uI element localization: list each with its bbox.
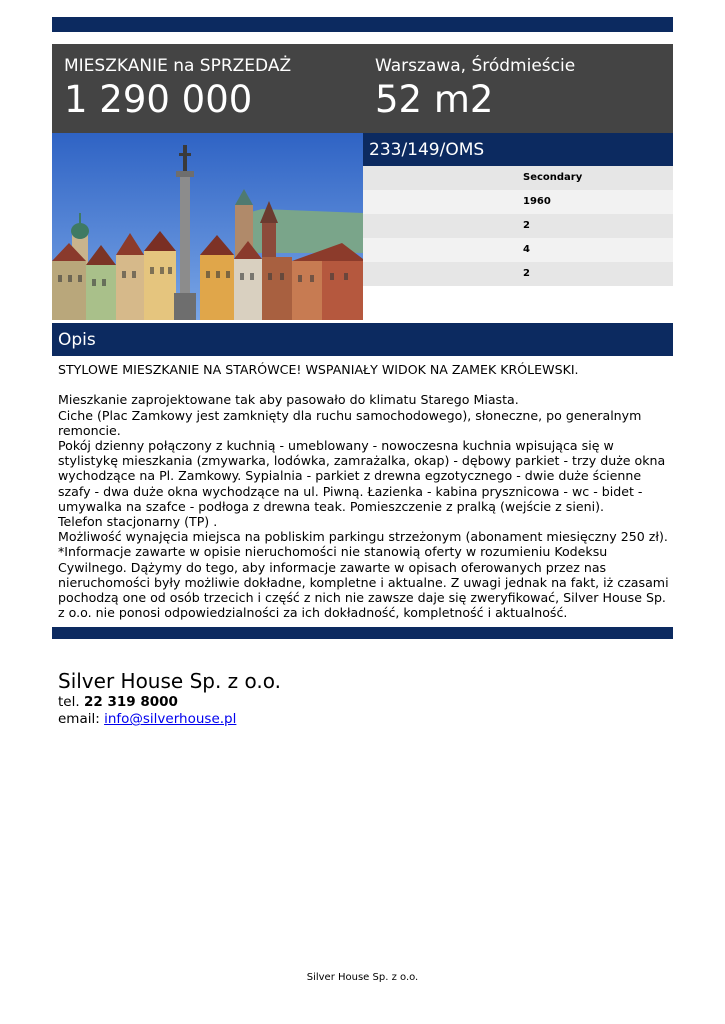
bottom-banner-bar xyxy=(52,627,673,639)
description-line: Pokój dzienny połączony z kuchnią - umeblowany - nowoczesna kuchnia wpisująca się w stylistykę mieszkania (zmywarka, lodówka, zamrażalka, okap) - dębowy parkiet - trzy duże okna wychodzące na Pl. Zamkowy. Sypialnia - parkiet z drewna egzotycznego - dwie duże ścienne szafy - dwa duże okna wychodzące na ul. Piwną. Łazienka - kabina prysznicowa - wc - bidet - umywalka na szafce - podłoga z drewna teak. Pomieszczenie z pralką (wejście z sieni). xyxy=(58,438,666,514)
detail-value: 4 xyxy=(523,244,530,255)
phone-number: 22 319 8000 xyxy=(83,694,178,710)
listing-price: 1 290 000 xyxy=(64,78,253,121)
agency-contact xyxy=(58,668,281,728)
detail-row xyxy=(363,166,673,190)
listing-location: Warszawa, Śródmieście xyxy=(375,56,576,76)
phone-label: tel. xyxy=(58,694,80,710)
detail-row xyxy=(363,214,673,238)
description-line: Ciche (Plac Zamkowy jest zamknięty dla ruchu samochodowego), słoneczne, po generalnym remoncie. xyxy=(58,407,642,438)
listing-area: 52 m2 xyxy=(375,78,494,121)
description-line: Mieszkanie zaprojektowane tak aby pasowało do klimatu Starego Miasta. xyxy=(58,392,519,408)
page-footer: Silver House Sp. z o.o. xyxy=(306,972,419,983)
reference-number: 233/149/OMS xyxy=(369,140,485,160)
description-body xyxy=(58,362,670,620)
listing-type: MIESZKANIE na SPRZEDAŻ xyxy=(64,56,292,76)
detail-value: 2 xyxy=(523,220,530,231)
location-block xyxy=(375,54,575,122)
agency-email-line xyxy=(58,711,281,728)
detail-row xyxy=(363,262,673,286)
agency-phone-line xyxy=(58,694,281,711)
details-table xyxy=(363,166,673,286)
description-header xyxy=(52,323,673,356)
reference-bar xyxy=(363,133,673,166)
listing-header xyxy=(52,44,673,133)
property-photo xyxy=(52,133,363,320)
price-block xyxy=(64,54,291,122)
description-line: Możliwość wynajęcia miejsca na pobliskim parkingu strzeżonym (abonament miesięczny 250 zł). xyxy=(58,529,668,545)
description-headline: STYLOWE MIESZKANIE NA STARÓWCE! WSPANIAŁY WIDOK NA ZAMEK KRÓLEWSKI. xyxy=(58,362,579,377)
detail-row xyxy=(363,238,673,262)
detail-row xyxy=(363,190,673,214)
email-label: email: xyxy=(58,711,100,727)
email-link[interactable]: info@silverhouse.pl xyxy=(104,711,237,727)
detail-value: 2 xyxy=(523,268,530,279)
detail-value: 1960 xyxy=(523,196,551,207)
description-disclaimer: *Informacje zawarte w opisie nieruchomości nie stanowią oferty w rozumieniu Kodeksu Cywilnego. Dążymy do tego, aby informacje zawarte w opisach oferowanych przez nas nieruchomości były możliwie dokładne, kompletne i aktualne. Z uwagi jednak na fakt, iż czasami pochodzą one od osób trzecich i część z nich nie zawsze daje się zweryfikować, Silver House Sp. z o.o. nie ponosi odpowiedzialności za ich dokładność, kompletność i aktualność. xyxy=(58,544,669,621)
description-heading: Opis xyxy=(58,330,96,350)
agency-name: Silver House Sp. z o.o. xyxy=(58,669,282,693)
top-banner-bar xyxy=(52,17,673,32)
description-line: Telefon stacjonarny (TP) . xyxy=(58,514,218,530)
detail-value: Secondary xyxy=(523,172,583,183)
paragraph-gap xyxy=(58,377,670,392)
